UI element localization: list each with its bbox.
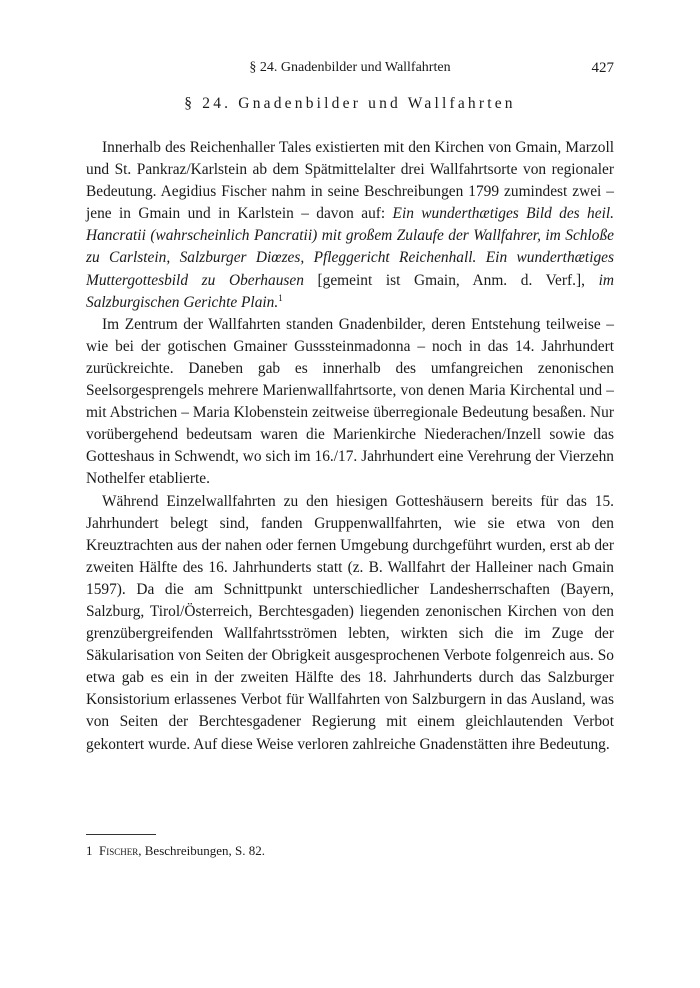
quotation-end: im Salzburgischen Gerichte Plain. [86, 271, 614, 311]
paragraph-3: Während Einzelwallfahrten zu den hiesigen Gotteshäusern bereits für das 15. Jahrhundert belegt sind, fanden Gruppenwallfahrten, wie sie etwa von den Kreuztrachten aus der nahen oder fernen Umgebung durchgeführt wurden, erst ab der zweiten Hälfte des 16. Jahrhunderts statt (z. B. Wallfahrt der Halleiner nach Gmain 1597). Da die am Schnittpunkt unterschiedlicher Landesherrschaften (Bayern, Salzburg, Tirol/Österreich, Berchtesgaden) liegenden zenonischen Kirchen von den grenzübergreifenden Wallfahrtsströmen lebten, wirkten sich die im Zuge der Säkularisation von Seiten der Obrigkeit ausgesprochenen Verbote folgenreich aus. So etwa gab es ein in der zweiten Hälfte des 18. Jahrhunderts durch das Salzburger Konsistorium erlassenes Verbot für Wallfahrten von Salzburgern in das Ausland, was von Seiten der Berchtesgadener Regierung mit einem gleichlautenden Verbot gekontert wurde. Auf diese Weise verloren zahlreiche Gnadenstätten ihre Bedeutung. [86, 492, 614, 753]
footnote-text: , Beschreibungen, S. 82. [138, 843, 265, 858]
section-title: § 24. Gnadenbilder und Wallfahrten [184, 95, 516, 112]
running-header [86, 60, 614, 80]
footnote-reference[interactable]: 1 [278, 292, 283, 303]
body-text [86, 137, 614, 756]
paragraph-1-text: Innerhalb des Reichenhaller Tales existierten mit den Kirchen von Gmain, Marzoll und St. Pankraz/Karlstein ab dem Spätmittelalter drei Wallfahrtsorte von regionaler Bedeutung. Aegidius Fischer nahm in seine Beschreibungen 1799 zumindest zwei – jene in Gmain und in Karlstein – davon auf: [86, 139, 614, 223]
editor-note: [gemeint ist Gmain, Anm. d. Verf.], [303, 271, 599, 289]
footnote [86, 843, 614, 859]
paragraph-2: Im Zentrum der Wallfahrten standen Gnadenbilder, deren Entstehung teilweise – wie bei der gotischen Gmainer Gusssteinmadonna – noch in das 14. Jahrhundert zurückreichte. Daneben gab es innerhalb des umfangreichen zenonischen Seelsorgesprengels mehrere Marienwallfahrtsorte, von denen Maria Kirchental und – mit Abstrichen – Maria Klobenstein zeitweise überregionale Bedeutung besaßen. Nur vorübergehend bedeutsam waren die Marienkirche Niederachen/Inzell sowie das Gotteshaus in Schwendt, wo sich im 16./17. Jahrhundert eine Verehrung der Vierzehn Nothelfer etablierte. [86, 315, 614, 488]
footnote-author: Fischer [99, 843, 139, 858]
running-title: § 24. Gnadenbilder und Wallfahrten [249, 60, 451, 75]
paragraph-1 [86, 137, 614, 314]
page-number: 427 [591, 60, 614, 76]
footnote-divider [86, 834, 156, 835]
quotation-fischer: Ein wunderthætiges Bild des heil. Hancratii (wahrscheinlich Pancratii) mit großem Zulaufe der Wallfahrer, im Schloße zu Carlstein, Salzburger Diœzes, Pfleggericht Reichenhall. Ein wunderthætiges Muttergottesbild zu Oberhausen [86, 205, 614, 289]
footnote-number: 1 [86, 843, 93, 858]
